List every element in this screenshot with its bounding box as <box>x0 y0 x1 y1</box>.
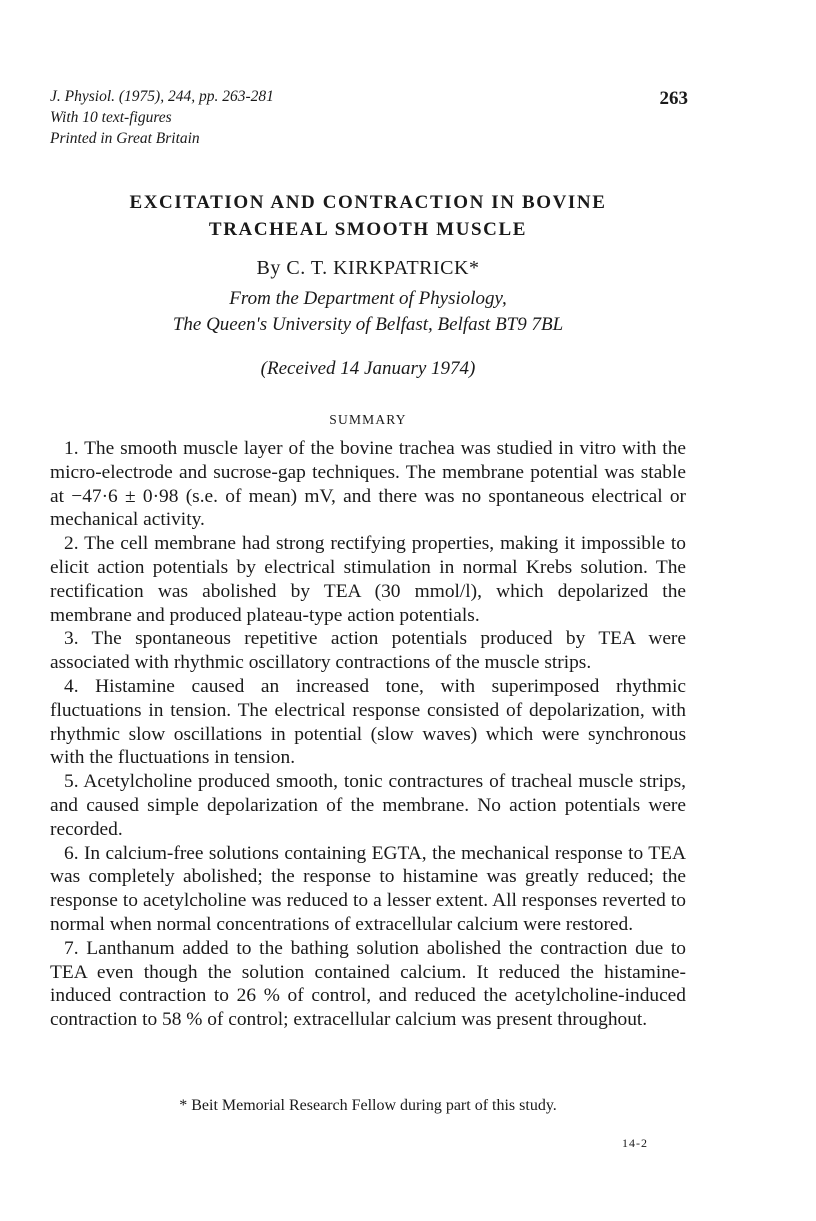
title-line-1: EXCITATION AND CONTRACTION IN BOVINE <box>129 192 607 213</box>
author-byline: By C. T. KIRKPATRICK* <box>256 257 480 279</box>
figures-line: With 10 text-figures <box>50 109 172 126</box>
article-title <box>60 189 676 243</box>
received-date: (Received 14 January 1974) <box>260 358 476 379</box>
footnote: * Beit Memorial Research Fellow during part of this study. <box>179 1097 557 1114</box>
summary-item-6: 6. In calcium-free solutions containing EGTA, the mechanical response to TEA was completely abolished; the response to histamine was greatly reduced; the response to acetylcholine was reduced to a lesser extent. All responses reverted to normal when normal concentrations of extracellular calcium were restored. <box>50 842 686 935</box>
affiliation-line-2: The Queen's University of Belfast, Belfast BT9 7BL <box>172 314 564 335</box>
journal-citation <box>50 86 274 149</box>
journal-line: J. Physiol. (1975), 244, pp. 263-281 <box>50 88 274 105</box>
printed-line: Printed in Great Britain <box>50 130 200 147</box>
summary-item-3: 3. The spontaneous repetitive action potentials produced by TEA were associated with rhythmic oscillatory contractions of the muscle strips. <box>50 628 686 674</box>
summary-item-2: 2. The cell membrane had strong rectifying properties, making it impossible to elicit action potentials by electrical stimulation in normal Krebs solution. The rectification was abolished by TEA (30 mmol/l), which depolarized the membrane and produced plateau-type action potentials. <box>50 533 686 626</box>
summary-item-1: 1. The smooth muscle layer of the bovine trachea was studied in vitro with the micro-electrode and sucrose-gap techniques. The membrane potential was stable at −47·6 ± 0·98 (s.e. of mean) mV, and there was no spontaneous electrical or mechanical activity. <box>50 438 686 531</box>
affiliation-line-1: From the Department of Physiology, <box>229 288 507 309</box>
summary-item-7: 7. Lanthanum added to the bathing solution abolished the contraction due to TEA even though the solution contained calcium. It reduced the histamine-induced contraction to 26 % of control, and reduced the acetylcholine-induced contraction to 58 % of control; extracellular calcium was present throughout. <box>50 937 686 1031</box>
summary-heading: SUMMARY <box>329 412 407 427</box>
signature-mark: 14-2 <box>622 1136 648 1150</box>
summary-item-5: 5. Acetylcholine produced smooth, tonic contractures of tracheal muscle strips, and caused simple depolarization of the membrane. No action potentials were recorded. <box>50 771 686 840</box>
affiliation <box>60 286 676 338</box>
summary-item-4: 4. Histamine caused an increased tone, with superimposed rhythmic fluctuations in tension. The electrical response consisted of depolarization, with rhythmic slow oscillations in potential (slow waves) which were synchronous with the fluctuations in tension. <box>50 675 686 769</box>
title-line-2: TRACHEAL SMOOTH MUSCLE <box>208 219 528 240</box>
page-number: 263 <box>659 88 688 109</box>
summary-body <box>50 437 686 1032</box>
